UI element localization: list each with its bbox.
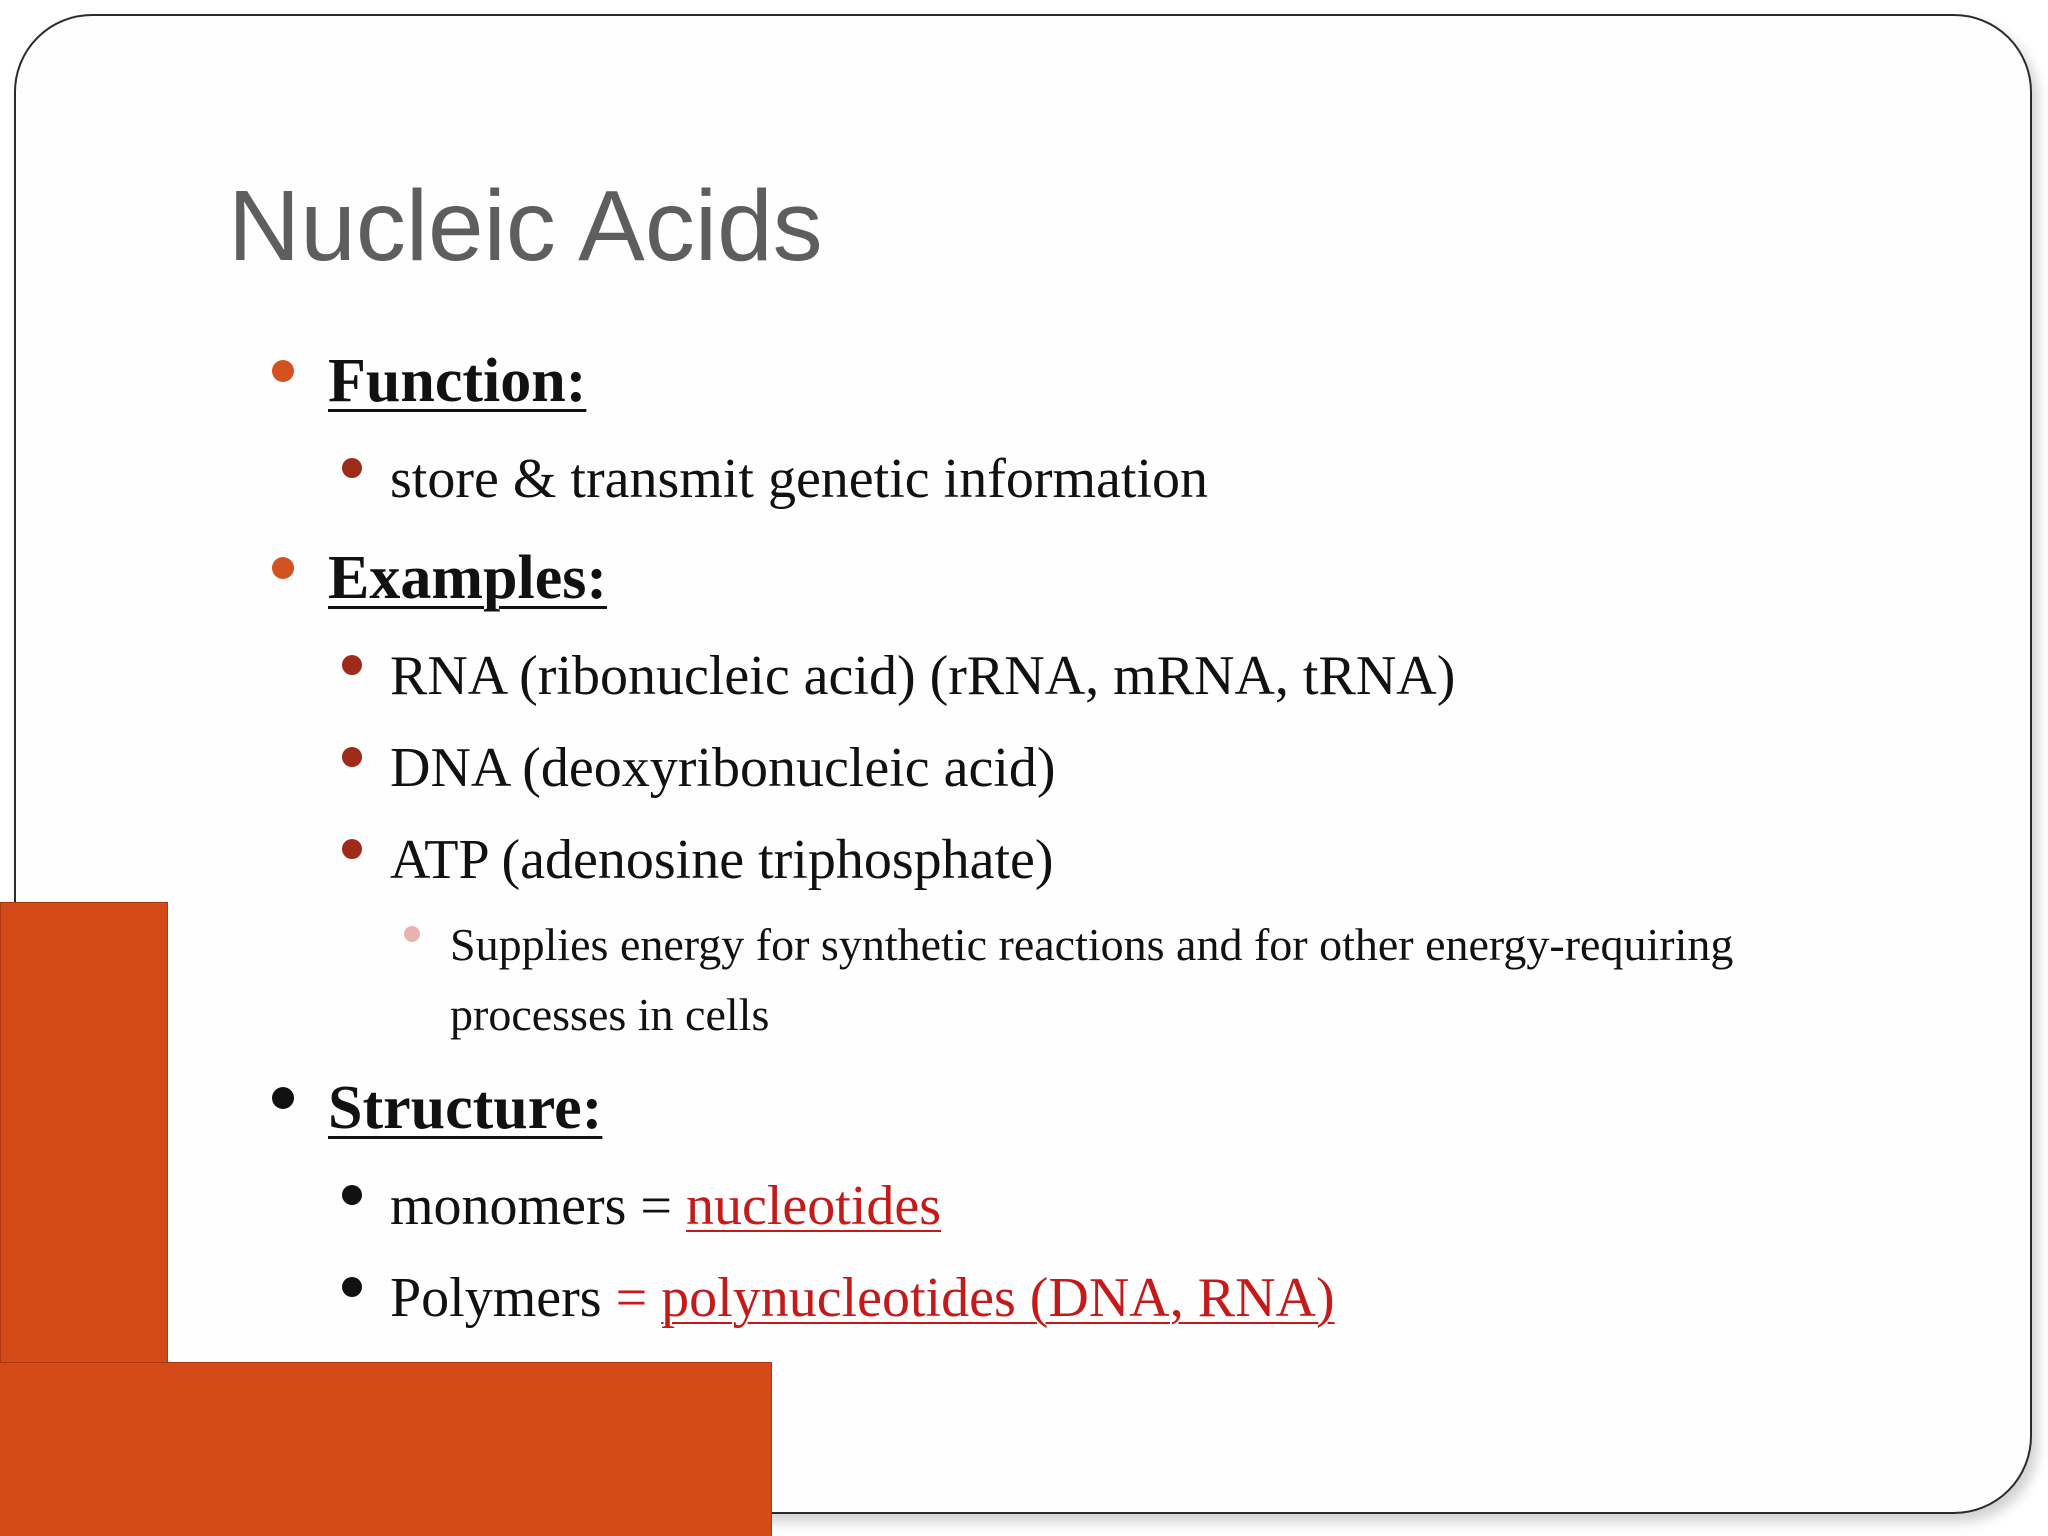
polymers-equals: = [615, 1267, 648, 1329]
monomers-label: monomers = [390, 1175, 672, 1237]
structure-polymers [390, 1267, 1335, 1329]
monomers-value: nucleotides [686, 1175, 942, 1237]
structure-monomers [390, 1175, 942, 1237]
structure-heading: Structure: [328, 1074, 603, 1142]
bullet-dot [342, 1185, 362, 1205]
bullet-dot [342, 1277, 362, 1297]
bullet-dot [342, 655, 362, 675]
example-item-atp: ATP (adenosine triphosphate) [390, 829, 1054, 891]
example-item-dna: DNA (deoxyribonucleic acid) [390, 737, 1056, 799]
example-item-rna: RNA (ribonucleic acid) (rRNA, mRNA, tRNA) [390, 645, 1456, 707]
polymers-label: Polymers [390, 1267, 602, 1329]
examples-heading: Examples: [328, 544, 607, 612]
slide-title: Nucleic Acids [228, 170, 823, 282]
bullet-dot [404, 926, 420, 942]
bullet-dot [342, 458, 362, 478]
bullet-dot [272, 1087, 294, 1109]
polymers-value: polynucleotides (DNA, RNA) [661, 1267, 1335, 1329]
atp-detail: Supplies energy for synthetic reactions and for other energy-requiring processes in cells [450, 919, 1734, 1040]
function-heading: Function: [328, 347, 587, 415]
bullet-dot [342, 747, 362, 767]
bullet-dot [272, 360, 294, 382]
bullet-dot [342, 839, 362, 859]
function-item: store & transmit genetic information [390, 448, 1209, 510]
bullet-dot [272, 557, 294, 579]
